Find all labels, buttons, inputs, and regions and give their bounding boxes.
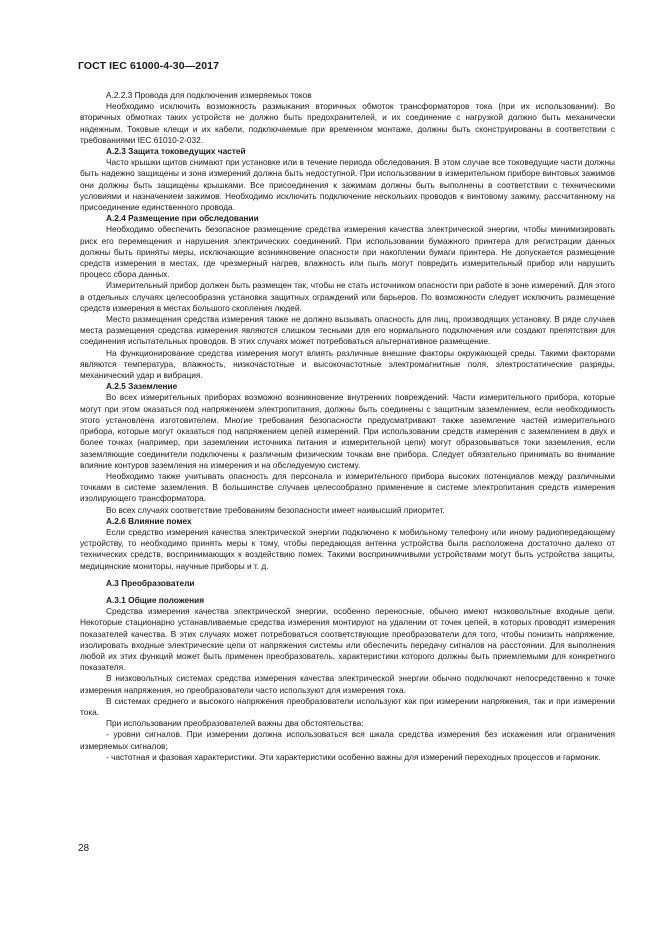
section-heading: А.3 Преобразователи <box>106 577 195 588</box>
paragraph: При использовании преобразователей важны два обстоятельства: <box>106 718 364 729</box>
list-item: - частотная и фазовая характеристики. Эти характеристики особенно важны для измерений переходных процессов и гармоник. <box>106 751 601 762</box>
paragraph: Во всех измерительных приборах возможно возникновение внутренних повреждений. Части измерительного прибора, которые могут при этом оказаться под напряжением электропитания, должны быть соединены с защитным заземлением, если необходимость этого установлена изготовителем. Многие требования безопасности предусматривают также заземление частей измерительного прибора, которые могут оказаться под напряжением цепей измерений. При использовании средств измерения с заземлением в двух и более точках (например, при заземлении источника питания и измерительной цепи) могут образовываться токи заземления, если заземляющие соединители подключены к различным физическим точкам вне прибора. Следует обязательно принимать во внимание влияние контуров заземления на измерения и на обследуемую систему. <box>80 392 615 470</box>
paragraph: Необходимо обеспечить безопасное размещение средства измерения качества электрической энергии, чтобы минимизировать риск его перемещения и нарушения электрических соединений. При использовании бумажного принтера для регистрации данных должны быть приняты меры, исключающие возникновение опасности при накоплении бумаги принтера. Не допускается размещение средств измерения в местах, где чрезмерный нагрев, влажность или пыль могут повредить измерительный прибор или нарушить процесс сбора данных. <box>80 224 615 280</box>
subsection-title: А.2.2.3 Провода для подключения измеряемых токов <box>106 90 312 100</box>
section-heading: А.3.1 Общие положения <box>106 594 205 605</box>
paragraph: Во всех случаях соответствие требованиям безопасности имеет наивысший приоритет. <box>106 504 445 515</box>
section-heading: А.2.5 Заземление <box>106 381 178 392</box>
list-item: - уровни сигналов. При измерении должна использоваться вся шкала средства измерения без искажения или ограничения измеряемых сигналов; <box>80 729 615 751</box>
page-number: 28 <box>78 843 90 854</box>
paragraph: Необходимо также учитывать опасность для персонала и измерительного прибора высоких потенциалов между различными точками в системе заземления. В большинстве случаев целесообразно применение в системе электропитания средств измерения изолирующего трансформатора. <box>80 470 615 504</box>
paragraph: Измерительный прибор должен быть размещен так, чтобы не стать источником опасности при работе в зоне измерений. Для этого в отдельных случаях целесообразна установка защитных ограждений или барьеров. По возможности следует исключить размещение средств измерения в местах большого скопления людей. <box>80 280 615 313</box>
paragraph: Место размещения средства измерения также не должно вызывать опасность для лиц, производящих установку. В ряде случаев места размещения средства измерения являются слишком тесными для его нормального подключения или создают препятствия для соединения испытательных проводов. В этих случаях может потребоваться альтернативное размещение. <box>80 314 615 347</box>
paragraph: На функционирование средства измерения могут влиять различные внешние факторы окружающей среды. Такими факторами являются температура, влажность, низкочастотные и высокочастотные электромагнитные поля, электростатические разряды, механический удар и вибрация. <box>80 347 615 381</box>
paragraph: Часто крышки щитов снимают при установке или в течение периода обследования. В этом случае все токоведущие части должны быть надежно защищены и зона измерений должна быть недоступной. При использовании в измерительном приборе винтовых зажимов они должны быть защищены крышками. Все присоединения к зажимам должны быть выполнены в соответствии с техническими условиями и назначением зажимов. Необходимо исключить подключение нескольких проводов к винтовому зажиму, рассчитанному на присоединение единственного провода. <box>80 157 615 213</box>
paragraph: Если средство измерения качества электрической энергии подключено к мобильному телефону или иному радиопередающему устройству, то необходимо принять меры к тому, чтобы передающая антенна устройства была расположена достаточно далеко от технических средств, воспринимающих к воздействию помех. Такими воспринимчивыми устройствами могут быть устройства защиты, медицинские мониторы, научные приборы и т. д. <box>80 526 615 571</box>
paragraph: Средства измерения качества электрической энергии, особенно переносные, обычно имеют низковольтные входные цепи. Некоторые стационарно устанавливаемые средства измерения монтируют на удалении от точек цепей, в которых проводят измерения показателей качества. В этих случаях может потребоваться соответствующие преобразователи для того, чтобы понизить напряжение, изолировать входные электрические цепи от напряжения системы или обеспечить передачу сигналов на расстоянии. Для выполнения любой их этих функций может быть применен преобразователь, характеристики которого должны быть приемлемыми для конкретного показателя. <box>80 606 615 673</box>
document-header: ГОСТ IEC 61000-4-30—2017 <box>78 60 220 72</box>
paragraph: Необходимо исключить возможность размыкания вторичных обмоток трансформаторов тока (при их использовании). Во вторичных обмотках таких устройств не должно быть предохранителей, и их соединение с нагрузкой должно быть механически надежным. Токовые клещи и их кабели, подключаемые при временном монтаже, должны быть сконструированы в соответствии с требованиями IEC 61010-2-032. <box>80 101 615 145</box>
document-body <box>80 90 615 763</box>
section-heading: А.2.6 Влияние помех <box>106 515 192 526</box>
paragraph: В низковольтных системах средства измерения качества электрической энергии обычно подключают непосредственно к точке измерения напряжения, но преобразователи часто используют для измерения тока. <box>80 673 615 695</box>
section-heading: А.2.3 Защита токоведущих частей <box>106 146 246 157</box>
section-heading: А.2.4 Размещение при обследовании <box>106 213 259 224</box>
paragraph: В системах среднего и высокого напряжения преобразователи используют как при измерении напряжения, так и при измерении тока. <box>80 695 615 717</box>
